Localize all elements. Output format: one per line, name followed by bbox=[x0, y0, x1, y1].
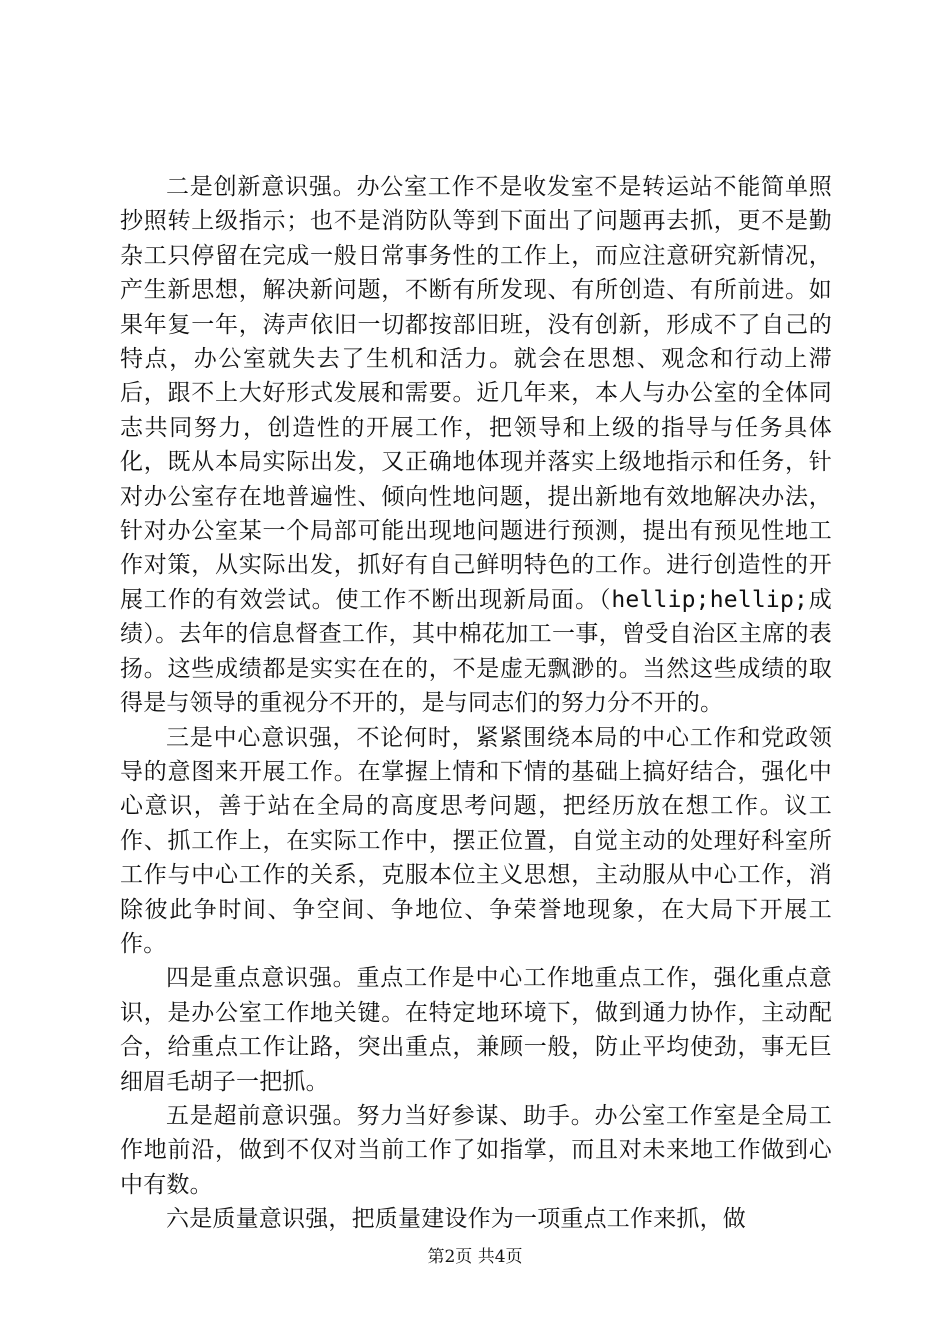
paragraph-foresight: 五是超前意识强。努力当好参谋、助手。办公室工作室是全局工作地前沿，做到不仅对当前工作了如指掌，而且对未来地工作做到心中有数。 bbox=[120, 1102, 832, 1198]
document-body bbox=[120, 170, 832, 1237]
page-footer: 第2页 共4页 bbox=[427, 1247, 523, 1267]
paragraph-center: 三是中心意识强，不论何时，紧紧围绕本局的中心工作和党政领导的意图来开展工作。在掌握上情和下情的基础上搞好结合，强化中心意识，善于站在全局的高度思考问题，把经历放在想工作。议工作、抓工作上，在实际工作中，摆正位置，自觉主动的处理好科室所工作与中心工作的关系，克服本位主义思想，主动服从中心工作，消除彼此争时间、争空间、争地位、争荣誉地现象，在大局下开展工作。 bbox=[120, 724, 832, 957]
paragraph-focus: 四是重点意识强。重点工作是中心工作地重点工作，强化重点意识，是办公室工作地关键。在特定地环境下，做到通力协作，主动配合，给重点工作让路，突出重点，兼顾一般，防止平均使劲，事无巨细眉毛胡子一把抓。 bbox=[120, 965, 832, 1095]
paragraph-innovation: 二是创新意识强。办公室工作不是收发室不是转运站不能简单照抄照转上级指示；也不是消防队等到下面出了问题再去抓，更不是勤杂工只停留在完成一般日常事务性的工作上，而应注意研究新情况，产生新思想，解决新问题，不断有所发现、有所创造、有所前进。如果年复一年，涛声依旧一切都按部旧班，没有创新，形成不了自己的特点，办公室就失去了生机和活力。就会在思想、观念和行动上滞后，跟不上大好形式发展和需要。近几年来，本人与办公室的全体同志共同努力，创造性的开展工作，把领导和上级的指导与任务具体化，既从本局实际出发，又正确地体现并落实上级地指示和任务，针对办公室存在地普遍性、倾向性地问题，提出新地有效地解决办法，针对办公室某一个局部可能出现地问题进行预测，提出有预见性地工作对策，从实际出发，抓好有自己鲜明特色的工作。进行创造性的开展工作的有效尝试。使工作不断出现新局面。（hellip;hellip;成绩）。去年的信息督查工作，其中棉花加工一事，曾受自治区主席的表扬。这些成绩都是实实在在的，不是虚无飘渺的。当然这些成绩的取得是与领导的重视分不开的，是与同志们的努力分不开的。 bbox=[120, 174, 832, 717]
paragraph-quality: 六是质量意识强，把质量建设作为一项重点工作来抓，做 bbox=[166, 1206, 746, 1233]
